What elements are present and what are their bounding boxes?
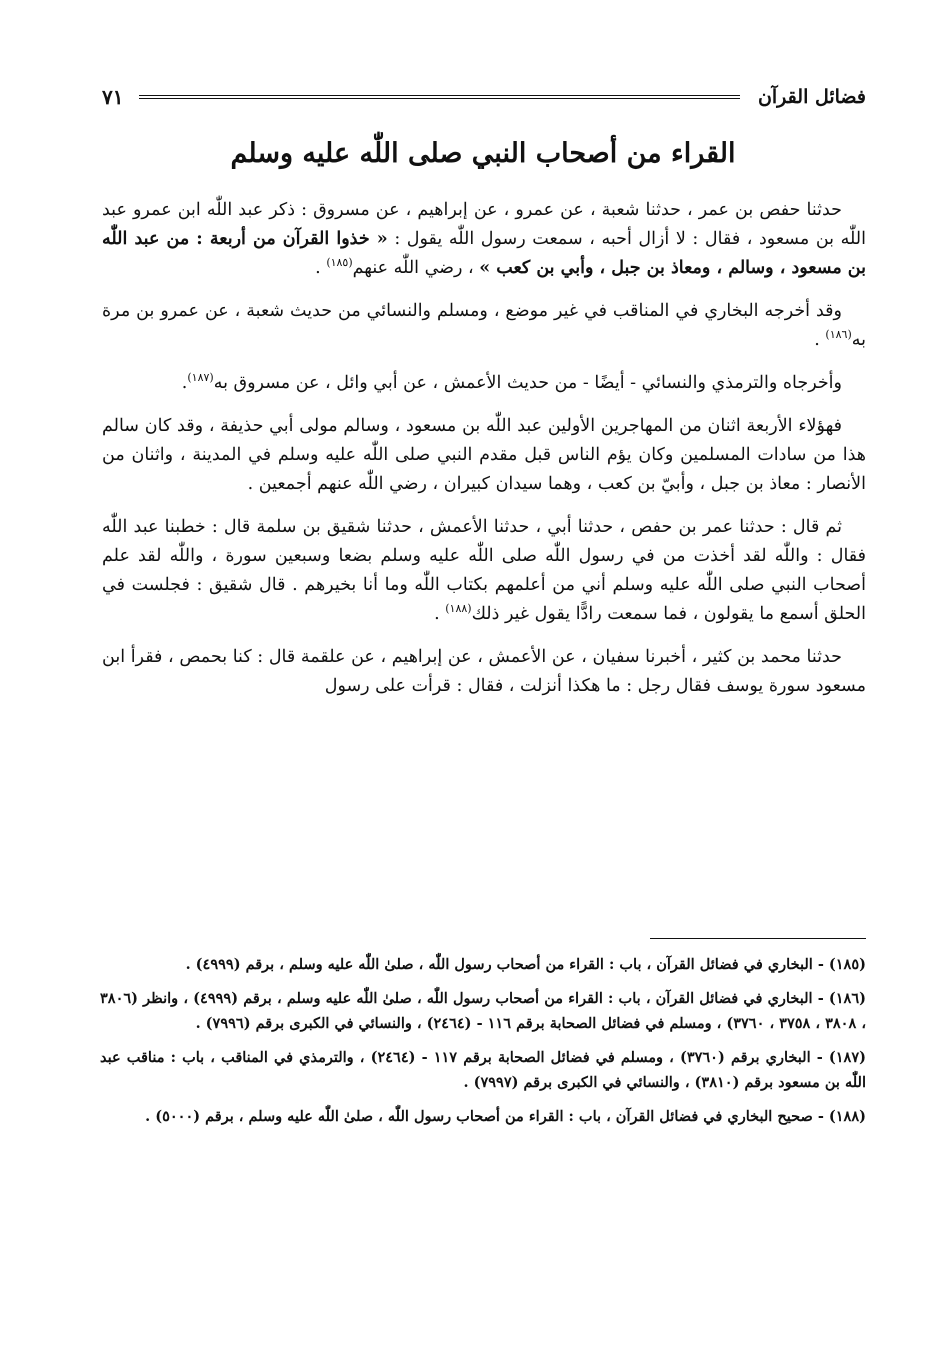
paragraph-2-end: .: [814, 330, 826, 350]
footnote-separator: [650, 938, 866, 939]
paragraph-3-text: وأخرجاه والترمذي والنسائي - أيضًا - من حديث الأعمش ، عن أبي وائل ، عن مسروق به: [213, 373, 842, 393]
paragraph-2: [102, 297, 866, 355]
footnote-ref-185[interactable]: (١٨٥): [326, 256, 353, 270]
paragraph-1-lead: حدثنا حفص بن عمر ، حدثنا شعبة ، عن عمرو ، عن إبراهيم ، عن مسروق : ذكر عبد اللّٰه ابن عمرو عبد اللّٰه بن مسعود ، فقال : لا أزال أحبه ، سمعت رسول اللّٰه يقول :: [102, 200, 866, 249]
footnote-187: (١٨٧) - البخاري برقم (٣٧٦٠) ، ومسلم في فضائل الصحابة برقم ١١٧ - (٢٤٦٤) ، والترمذي في المناقب ، باب : مناقب عبد اللّٰه بن مسعود برقم (٣٨١٠) ، والنسائي في الكبرى برقم (٧٩٩٧) .: [100, 1049, 866, 1091]
book-title: فضائل القرآن: [757, 86, 866, 108]
paragraph-4-text: فهؤلاء الأربعة اثنان من المهاجرين الأولين عبد اللّٰه بن مسعود ، وسالم مولى أبي حذيفة ، وقد كان سالم هذا من سادات المسلمين وكان يؤم الناس قبل مقدم النبي صلى اللّٰه عليه وسلم في المدينة ، واثنان من الأنصار : معاذ بن جبل ، وأبيّ بن كعب ، وهما سيدان كبيران ، رضي اللّٰه عنهم أجمعين .: [102, 416, 866, 494]
paragraph-1-end: .: [315, 258, 327, 278]
footnote-ref-187[interactable]: (١٨٧): [187, 371, 214, 385]
paragraph-3: [102, 369, 866, 398]
footnote-186: (١٨٦) - البخاري في فضائل القرآن ، باب : القراء من أصحاب رسول اللّٰه ، صلىٰ اللّٰه عليه وسلم ، برقم (٤٩٩٩) ، وانظر (٣٨٠٦ ، ٣٨٠٨ ، ٣٧٥٨ ، ٣٧٦٠) ، ومسلم في فضائل الصحابة برقم ١١٦ - (٢٤٦٤) ، والنسائي في الكبرى برقم (٧٩٩٦) .: [100, 990, 866, 1032]
paragraph-1: [102, 196, 866, 283]
paragraph-5-end: .: [434, 604, 446, 624]
footnote-188: (١٨٨) - صحيح البخاري في فضائل القرآن ، باب : القراء من أصحاب رسول اللّٰه ، صلىٰ اللّٰه عليه وسلم ، برقم (٥٠٠٠) .: [145, 1108, 866, 1125]
paragraph-3-end: .: [181, 373, 188, 393]
body-text: [102, 196, 866, 701]
paragraph-2-text: وقد أخرجه البخاري في المناقب في غير موضع ، ومسلم والنسائي من حديث شعبة ، عن عمرو بن مرة به: [102, 301, 866, 350]
hadith-quote: « خذوا القرآن من أربعة : من عبد اللّٰه بن مسعود ، وسالم ، ومعاذ بن جبل ، وأبي بن كعب »: [102, 229, 866, 278]
header-rule: [139, 95, 739, 99]
footnotes: [100, 952, 866, 1138]
paragraph-1-tail: ، رضي اللّٰه عنهم: [352, 258, 474, 278]
paragraph-5-text: ثم قال : حدثنا عمر بن حفص ، حدثنا أبي ، حدثنا الأعمش ، حدثنا شقيق بن سلمة قال : خطبنا عبد اللّٰه فقال : واللّٰه لقد أخذت من في رسول اللّٰه صلى اللّٰه عليه وسلم بضعا وسبعين سورة ، واللّٰه لقد علم أصحاب النبي صلى اللّٰه عليه وسلم أني من أعلمهم بكتاب اللّٰه وما أنا بخيرهم . قال شقيق : فجلست في الحلق أسمع ما يقولون ، فما سمعت رادًّا يقول غير ذلك: [102, 517, 866, 624]
running-header: [102, 82, 866, 112]
footnote-ref-186[interactable]: (١٨٦): [825, 328, 852, 342]
chapter-title: القراء من أصحاب النبي صلى اللّٰه عليه وسلم: [230, 138, 736, 169]
page-number: ٧١: [102, 85, 124, 109]
paragraph-6: [102, 643, 866, 701]
footnote-ref-188[interactable]: (١٨٨): [445, 602, 472, 616]
paragraph-6-text: حدثنا محمد بن كثير ، أخبرنا سفيان ، عن الأعمش ، عن إبراهيم ، عن علقمة قال : كنا بحمص ، فقرأ ابن مسعود سورة يوسف فقال رجل : ما هكذا أنزلت ، فقال : قرأت على رسول: [102, 647, 866, 696]
paragraph-4: [102, 412, 866, 499]
paragraph-5: [102, 513, 866, 629]
footnote-185: (١٨٥) - البخاري في فضائل القرآن ، باب : القراء من أصحاب رسول اللّٰه ، صلىٰ اللّٰه عليه وسلم ، برقم (٤٩٩٩) .: [185, 956, 866, 973]
